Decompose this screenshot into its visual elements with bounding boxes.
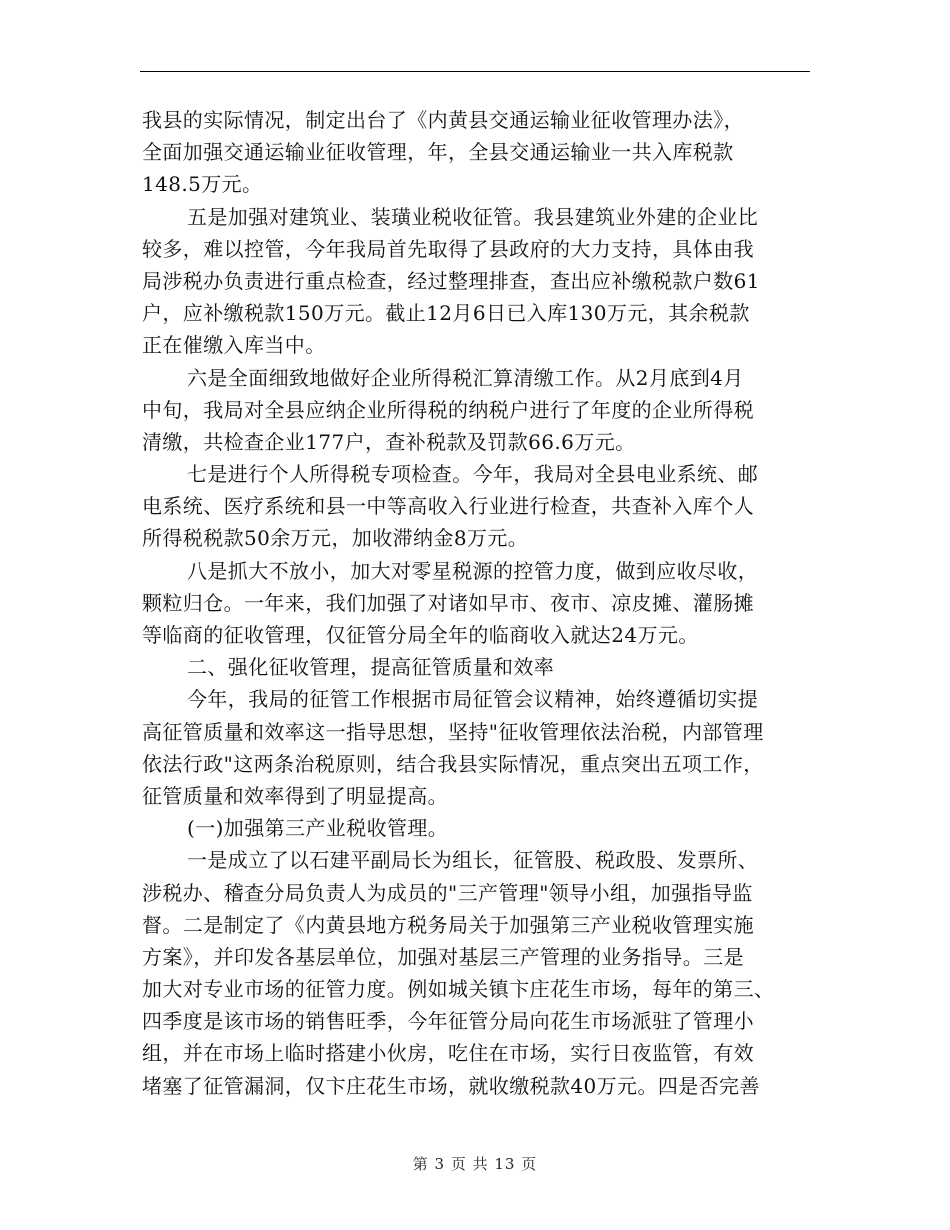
text-line: 148.5万元。 — [142, 172, 263, 197]
text-line: 方案》，并印发各基层单位，加强对基层三产管理的业务指导。三是 — [142, 944, 744, 969]
text-line: 督。二是制定了《内黄县地方税务局关于加强第三产业税收管理实施 — [142, 912, 754, 937]
text-line: 加大对专业市场的征管力度。例如城关镇卞庄花生市场，每年的第三、 — [142, 977, 775, 1002]
text-line: 我县的实际情况，制定出台了《内黄县交通运输业征收管理办法》， — [142, 108, 744, 132]
paragraph-start-line: 一是成立了以石建平副局长为组长，征管股、税政股、发票所、 — [187, 848, 759, 873]
text-line: 正在催缴入库当中。 — [142, 333, 326, 358]
section-heading: 二、强化征收管理，提高征管质量和效率 — [187, 655, 555, 680]
text-line: 户，应补缴税款150万元。截止12月6日已入库130万元，其余税款 — [142, 301, 750, 326]
header-rule — [140, 71, 810, 72]
text-line: 清缴，共检查企业177户，查补税款及罚款66.6万元。 — [142, 429, 636, 454]
paragraph-start-line: 今年，我局的征管工作根据市局征管会议精神，始终遵循切实提 — [187, 687, 759, 712]
text-line: 较多，难以控管，今年我局首先取得了县政府的大力支持，具体由我 — [142, 236, 754, 261]
paragraph-start-line: 六是全面细致地做好企业所得税汇算清缴工作。从2月底到4月 — [187, 365, 744, 390]
document-body — [142, 104, 810, 1102]
text-line: 涉税办、稽查分局负责人为成员的"三产管理"领导小组，加强指导监 — [142, 880, 753, 905]
text-line: 局涉税办负责进行重点检查，经过整理排查，查出应补缴税款户数61 — [142, 268, 760, 293]
text-line: 四季度是该市场的销售旺季，今年征管分局向花生市场派驻了管理小 — [142, 1009, 754, 1034]
text-line: 堵塞了征管漏洞，仅卞庄花生市场，就收缴税款40万元。四是否完善 — [142, 1073, 760, 1098]
page-number-footer: 第 3 页 共 13 页 — [412, 1155, 538, 1173]
text-line: 依法行政"这两条治税原则，结合我县实际情况，重点突出五项工作， — [142, 751, 764, 776]
paragraph-start-line: 七是进行个人所得税专项检查。今年，我局对全县电业系统、邮 — [187, 462, 759, 487]
subsection-heading: (一)加强第三产业税收管理。 — [187, 816, 449, 841]
text-line: 所得税税款50余万元，加收滞纳金8万元。 — [142, 526, 529, 551]
text-line: 中旬，我局对全县应纳企业所得税的纳税户进行了年度的企业所得税 — [142, 397, 754, 422]
paragraph-start-line: 五是加强对建筑业、装璜业税收征管。我县建筑业外建的企业比 — [187, 204, 759, 229]
text-line: 高征管质量和效率这一指导思想，坚持"征收管理依法治税，内部管理 — [142, 719, 764, 744]
text-line: 征管质量和效率得到了明显提高。 — [142, 783, 448, 808]
text-line: 等临商的征收管理，仅征管分局全年的临商收入就达24万元。 — [142, 623, 699, 647]
text-line: 电系统、医疗系统和县一中等高收入行业进行检查，共查补入库个人 — [142, 494, 754, 519]
paragraph-start-line: 八是抓大不放小，加大对零星税源的控管力度，做到应收尽收， — [187, 558, 759, 583]
text-line: 全面加强交通运输业征收管理，年，全县交通运输业一共入库税款 — [142, 140, 734, 165]
text-line: 颗粒归仓。一年来，我们加强了对诸如早市、夜市、凉皮摊、灌肠摊 — [142, 590, 754, 615]
text-line: 组，并在市场上临时搭建小伙房，吃住在市场，实行日夜监管，有效 — [142, 1041, 754, 1066]
